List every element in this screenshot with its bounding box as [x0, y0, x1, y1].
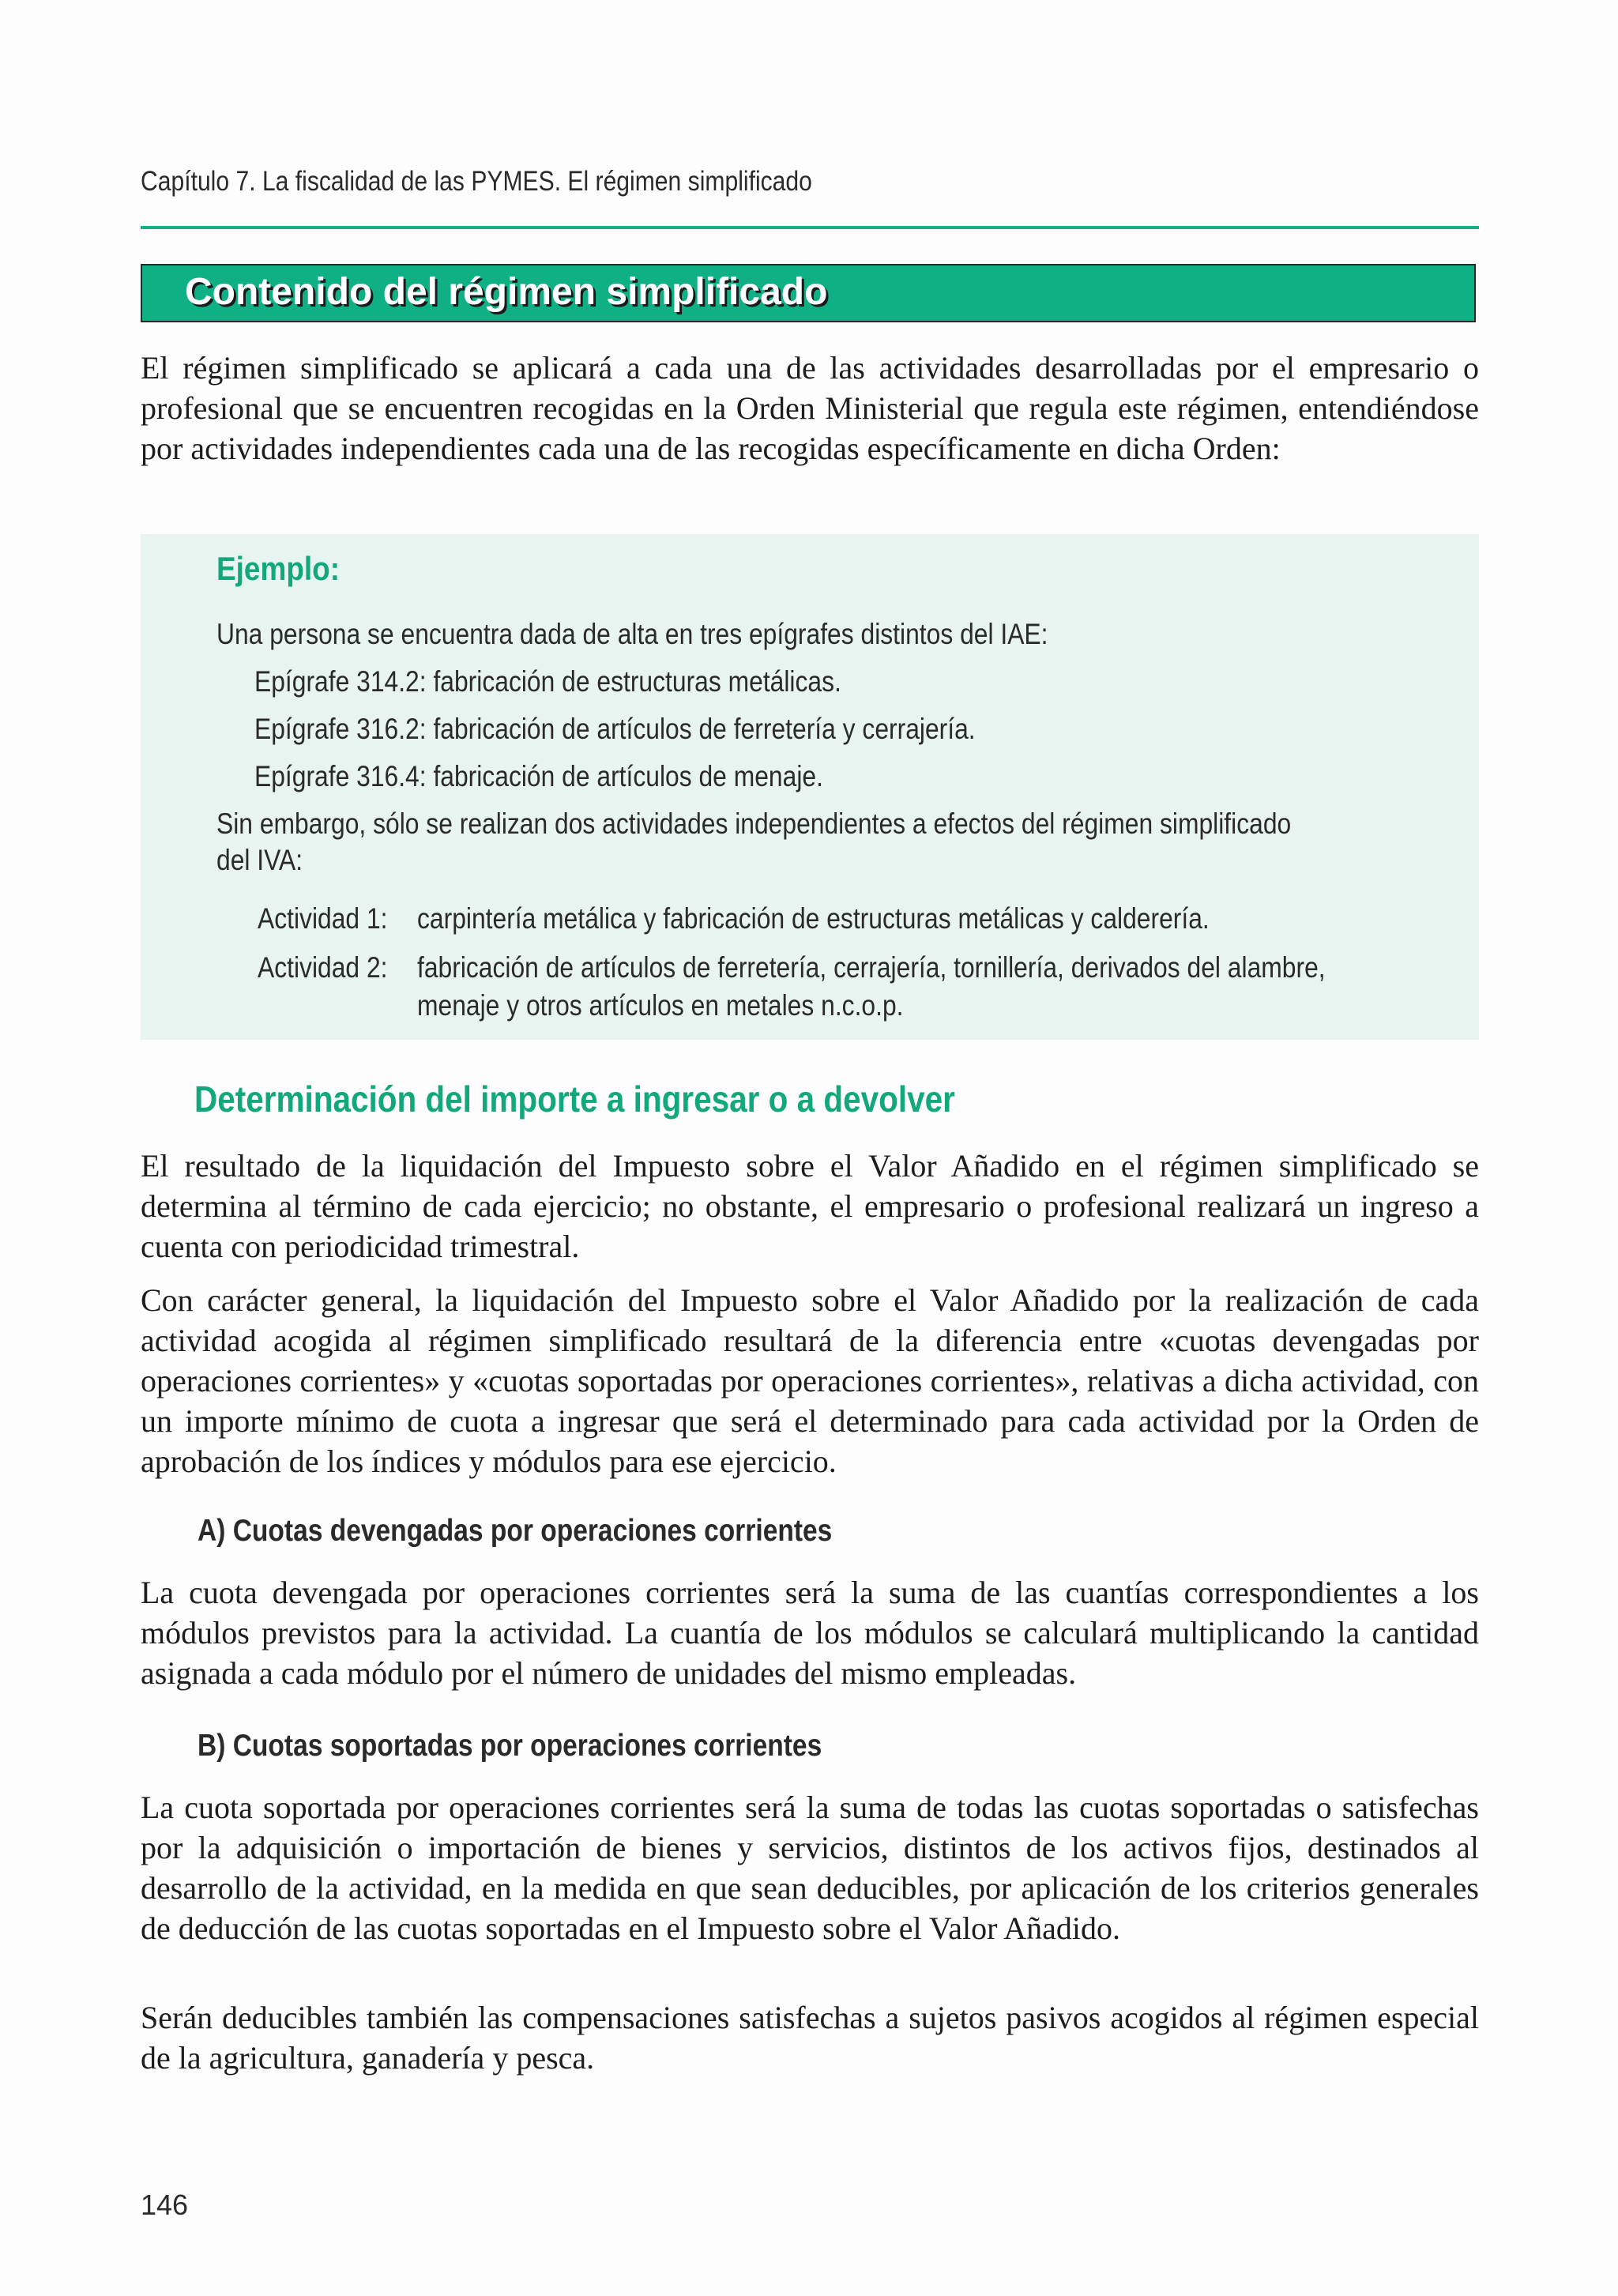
header-rule — [141, 226, 1479, 229]
example-lead: Una persona se encuentra dada de alta en tres epígrafes distintos del IAE: — [216, 618, 1048, 650]
activity-text-cont: menaje y otros artículos en metales n.c.o.p. — [417, 989, 904, 1022]
example-title: Ejemplo: — [216, 550, 341, 587]
body-paragraph: Con carácter general, la liquidación del Impuesto sobre el Valor Añadido por la realización de cada actividad acogida al régimen simplificado resultará de la diferencia entre «cuotas devengadas por operaciones corrientes» y «cuotas soportadas por operaciones corrientes», relativas a dicha actividad, con un importe mínimo de cuota a ingresar que será el determinado para cada actividad por la Orden de aprobación de los índices y módulos para ese ejercicio. — [141, 1282, 1479, 1479]
activity-label: Actividad 2: — [258, 951, 388, 984]
example-note: Sin embargo, sólo se realizan dos actividades independientes a efectos del régimen simplificado — [216, 807, 1292, 840]
activity-label: Actividad 1: — [258, 902, 388, 935]
body-paragraph: La cuota soportada por operaciones corrientes será la suma de todas las cuotas soportadas o satisfechas por la adquisición o importación de bienes y servicios, distintos de los activos fijos, destinados al desarrollo de la actividad, en la medida en que sean deducibles, por aplicación de los criterios generales de deducción de las cuotas soportadas en el Impuesto sobre el Valor Añadido. — [141, 1790, 1479, 1946]
minor-heading: B) Cuotas soportadas por operaciones corrientes — [198, 1729, 822, 1763]
section-title: Contenido del régimen simplificado — [185, 271, 828, 313]
example-box — [141, 534, 1479, 1040]
page-number: 146 — [141, 2189, 189, 2221]
activity-text: fabricación de artículos de ferretería, cerrajería, tornillería, derivados del alambre, — [417, 951, 1326, 984]
intro-paragraph: El régimen simplificado se aplicará a cada una de las actividades desarrolladas por el empresario o profesional que se encuentren recogidas en la Orden Ministerial que regula este régimen, entendiéndose por actividades independientes cada una de las recogidas específicamente en dicha Orden: — [141, 350, 1479, 466]
section-banner — [141, 264, 1476, 322]
activity-text: carpintería metálica y fabricación de estructuras metálicas y calderería. — [417, 902, 1210, 935]
body-paragraph: Serán deducibles también las compensaciones satisfechas a sujetos pasivos acogidos al régimen especial de la agricultura, ganadería y pesca. — [141, 2000, 1479, 2076]
running-header: Capítulo 7. La fiscalidad de las PYMES. El régimen simplificado — [141, 166, 812, 197]
minor-heading: A) Cuotas devengadas por operaciones corrientes — [198, 1514, 833, 1548]
epigrafe-item: Epígrafe 316.4: fabricación de artículos de menaje. — [254, 760, 823, 792]
body-paragraph: El resultado de la liquidación del Impuesto sobre el Valor Añadido en el régimen simplificado se determina al término de cada ejercicio; no obstante, el empresario o profesional realizará un ingreso a cuenta con periodicidad trimestral. — [141, 1148, 1479, 1264]
epigrafe-item: Epígrafe 316.2: fabricación de artículos de ferretería y cerrajería. — [254, 713, 976, 745]
example-note-cont: del IVA: — [216, 844, 303, 876]
body-paragraph: La cuota devengada por operaciones corrientes será la suma de las cuantías correspondientes a los módulos previstos para la actividad. La cuantía de los módulos se calculará multiplicando la cantidad asignada a cada módulo por el número de unidades del mismo empleadas. — [141, 1575, 1479, 1691]
subsection-heading: Determinación del importe a ingresar o a devolver — [194, 1078, 955, 1120]
epigrafe-item: Epígrafe 314.2: fabricación de estructuras metálicas. — [254, 665, 841, 698]
